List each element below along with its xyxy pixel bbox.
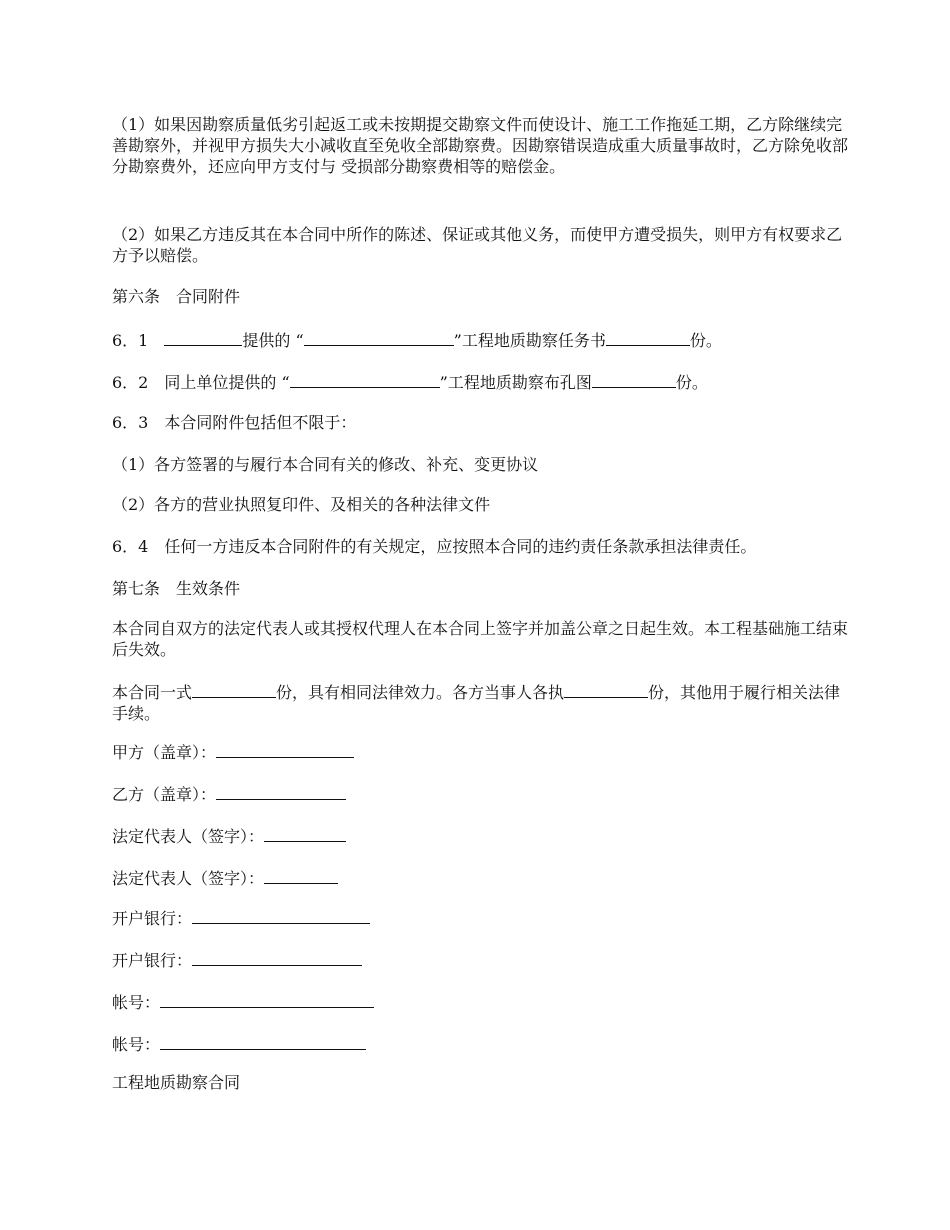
clause-6-2-text-a: 同上单位提供的 “: [164, 373, 290, 392]
copies-text-a: 本合同一式: [112, 683, 193, 702]
bank-a-label: 开户银行：: [112, 909, 193, 928]
clause-p1: （1）如果因勘察质量低劣引起返工或未按期提交勘察文件而使设计、施工工作拖延工期，乙方除继续完善勘察外，并视甲方损失大小减收直至免收全部勘察费。因勘察错误造成重大质量事故时，乙方除免收部分勘察费外，还应向甲方支付与 受损部分勘察费相等的赔偿金。: [112, 115, 849, 176]
clause-6-3: 6．3 本合同附件包括但不限于：: [112, 413, 357, 432]
bank-a-line: [112, 906, 848, 929]
clause-p2: （2）如果乙方违反其在本合同中所作的陈述、保证或其他义务，而使甲方遭受损失，则甲方有权要求乙方予以赔偿。: [112, 225, 843, 265]
blank-provider-6-1: [164, 328, 242, 346]
account-a-blank: [160, 990, 374, 1008]
account-a-line: [112, 990, 848, 1013]
blank-copies-6-2: [592, 370, 676, 388]
clause-6-3-item-2: （2）各方的营业执照复印件、及相关的各种法律文件: [112, 495, 491, 514]
clause-6-1: [112, 328, 848, 351]
legal-rep-b-label: 法定代表人（签字）：: [112, 869, 265, 888]
legal-rep-a-line: [112, 824, 848, 847]
clause-6-1-number: 6．1: [112, 331, 165, 350]
blank-project-6-1: [304, 328, 454, 346]
clause-6-2-text-b: ”工程地质勘察布孔图: [439, 373, 592, 392]
account-b-blank: [160, 1032, 366, 1050]
legal-rep-a-label: 法定代表人（签字）：: [112, 827, 265, 846]
party-a-seal-blank: [216, 740, 354, 758]
legal-rep-b-blank: [264, 866, 338, 884]
bank-a-blank: [192, 906, 370, 924]
bank-b-line: [112, 948, 848, 971]
blank-total-copies: [192, 680, 276, 698]
account-b-line: [112, 1032, 848, 1055]
article-7-title: 第七条 生效条件: [112, 579, 241, 598]
clause-6-2: [112, 370, 848, 393]
party-a-seal-line: [112, 740, 848, 763]
copies-text-c: 份，其他用于履行相关法律手续。: [112, 683, 841, 723]
blank-project-6-2: [290, 370, 440, 388]
blank-copies-6-1: [606, 328, 690, 346]
party-b-seal-label: 乙方（盖章）：: [112, 785, 217, 804]
effect-clause: 本合同自双方的法定代表人或其授权代理人在本合同上签字并加盖公章之日起生效。本工程基础施工结束后失效。: [112, 619, 849, 659]
legal-rep-b-line: [112, 866, 848, 889]
footer-title: 工程地质勘察合同: [112, 1073, 241, 1092]
clause-6-2-number: 6．2: [112, 373, 165, 392]
legal-rep-a-blank: [264, 824, 346, 842]
account-a-label: 帐号：: [112, 993, 161, 1012]
clause-6-3-item-1: （1）各方签署的与履行本合同有关的修改、补充、变更协议: [112, 455, 539, 474]
blank-each-copies: [564, 680, 648, 698]
clause-6-2-text-c: 份。: [675, 373, 708, 392]
copies-text-b: 份，具有相同法律效力。各方当事人各执: [276, 683, 565, 702]
clause-6-1-text-b: ”工程地质勘察任务书: [453, 331, 606, 350]
article-6-title: 第六条 合同附件: [112, 287, 241, 306]
copies-clause: [112, 680, 848, 724]
party-b-seal-blank: [216, 782, 346, 800]
clause-6-4: 6．4 任何一方违反本合同附件的有关规定，应按照本合同的违约责任条款承担法律责任。: [112, 537, 757, 556]
account-b-label: 帐号：: [112, 1035, 161, 1054]
clause-6-1-text-a: 提供的 “: [242, 331, 304, 350]
party-a-seal-label: 甲方（盖章）：: [112, 743, 217, 762]
clause-6-1-text-c: 份。: [689, 331, 722, 350]
party-b-seal-line: [112, 782, 848, 805]
bank-b-label: 开户银行：: [112, 951, 193, 970]
bank-b-blank: [192, 948, 362, 966]
